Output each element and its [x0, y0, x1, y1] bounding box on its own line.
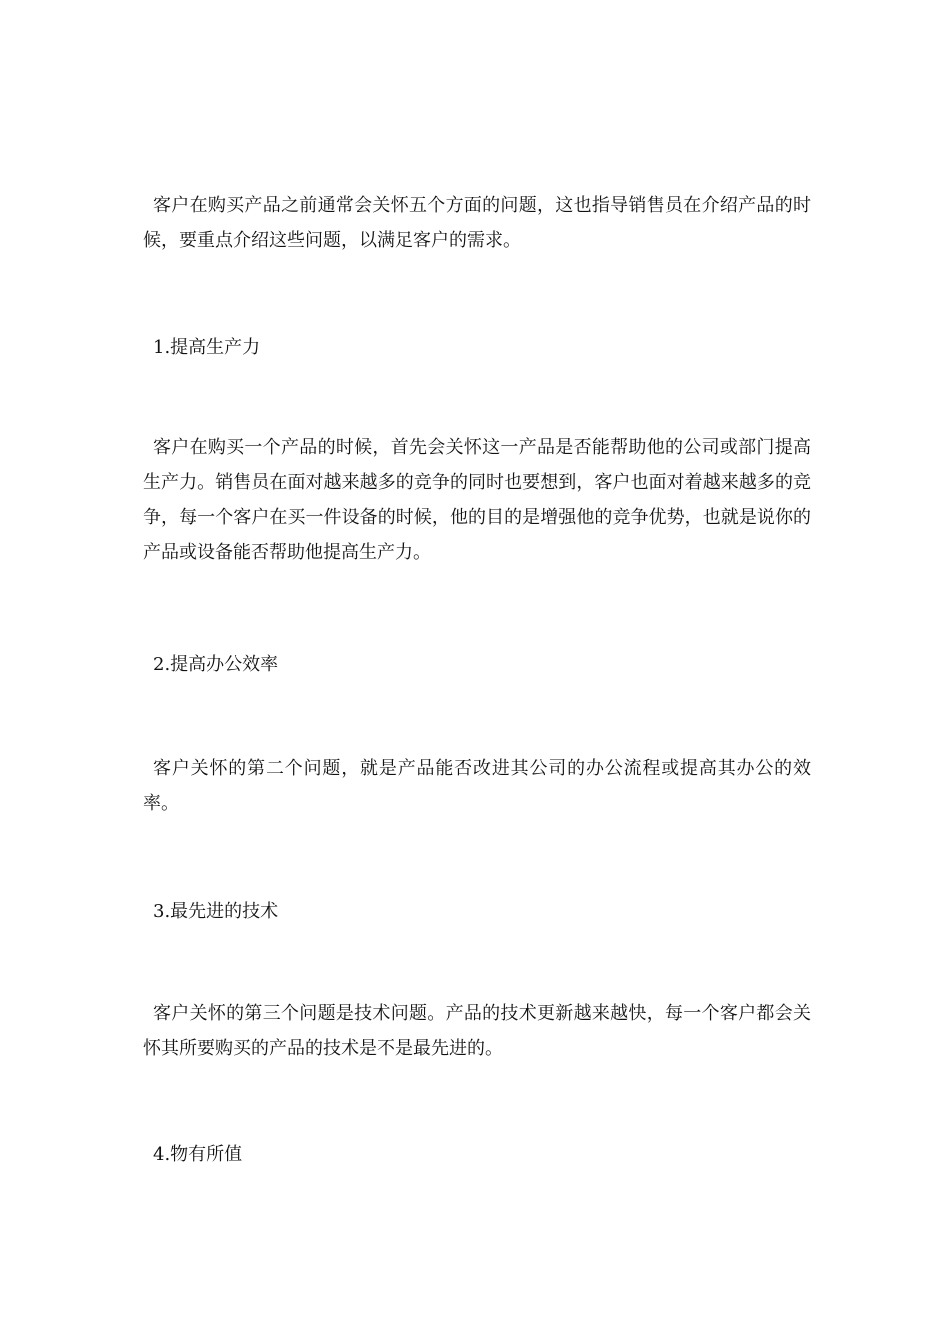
- section-heading-3: 3.最先进的技术: [153, 901, 279, 922]
- section-body-2: 客户关怀的第二个问题，就是产品能否改进其公司的办公流程或提高其办公的效率。: [143, 758, 811, 814]
- section-heading-2: 2.提高办公效率: [153, 654, 279, 675]
- section-body-1: 客户在购买一个产品的时候，首先会关怀这一产品是否能帮助他的公司或部门提高生产力。销售员在面对越来越多的竞争的同时也要想到，客户也面对着越来越多的竞争，每一个客户在买一件设备的时候，他的目的是增强他的竞争优势，也就是说你的产品或设备能否帮助他提高生产力。: [143, 437, 811, 563]
- section-heading-4: 4.物有所值: [153, 1144, 243, 1165]
- section-heading-1: 1.提高生产力: [153, 337, 261, 358]
- section-body-3: 客户关怀的第三个问题是技术问题。产品的技术更新越来越快，每一个客户都会关怀其所要购买的产品的技术是不是最先进的。: [143, 1003, 811, 1059]
- intro-paragraph: 客户在购买产品之前通常会关怀五个方面的问题，这也指导销售员在介绍产品的时候，要重点介绍这些问题，以满足客户的需求。: [143, 195, 811, 251]
